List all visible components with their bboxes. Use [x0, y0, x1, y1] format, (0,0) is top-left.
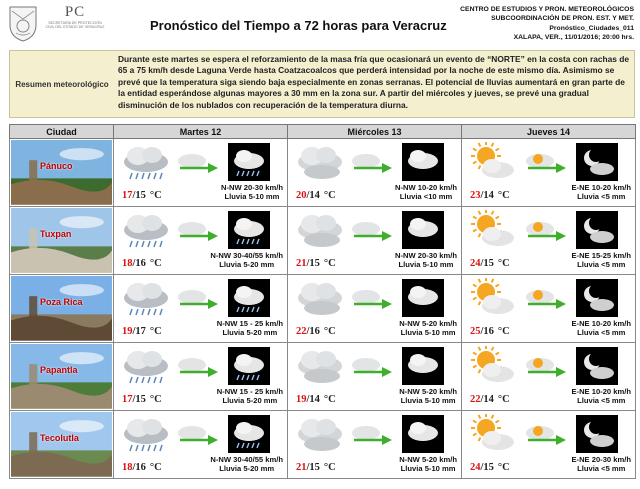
wind-text: N-NW 5-20 km/h [399, 455, 457, 464]
night-cloudy-icon [402, 347, 444, 385]
wind-direction-icon [176, 355, 220, 379]
forecast-table [9, 124, 636, 479]
max-temp: 19 [296, 394, 307, 405]
min-temp: 16 [135, 258, 146, 269]
max-temp: 19 [122, 326, 133, 337]
wind-direction-icon [524, 287, 568, 311]
wind-rain-info [210, 251, 283, 269]
temperature [296, 394, 336, 405]
rain-text: Lluvia 5-10 mm [400, 464, 456, 473]
column-header-city: Ciudad [10, 125, 114, 139]
wind-text: N-NW 15 - 25 km/h [216, 387, 283, 396]
forecast-cell [462, 275, 636, 343]
forecast-cell [114, 139, 288, 207]
city-cell [10, 411, 114, 479]
min-temp: 15 [135, 394, 146, 405]
min-temp: 16 [135, 462, 146, 473]
forecast-cell [462, 411, 636, 479]
temp-unit: °C [323, 462, 336, 473]
header [0, 0, 640, 46]
rain-text: Lluvia 5-10 mm [400, 396, 456, 405]
cloudy-icon [292, 142, 348, 182]
wind-direction-icon [524, 423, 568, 447]
temperature [296, 258, 336, 269]
max-temp: 25 [470, 326, 481, 337]
temperature [470, 462, 510, 473]
max-temp: 24 [470, 462, 481, 473]
max-temp: 18 [122, 462, 133, 473]
min-temp: 14 [309, 394, 320, 405]
forecast-cell [114, 275, 288, 343]
temp-separator: / [480, 462, 484, 473]
temperature [296, 190, 336, 201]
rain-text: Lluvia <5 mm [577, 328, 626, 337]
city-photo [11, 344, 112, 409]
cloud-rain-icon [118, 414, 174, 454]
temp-separator: / [480, 394, 484, 405]
cloud-rain-icon [118, 210, 174, 250]
temp-separator: / [306, 326, 310, 337]
table-row [10, 343, 636, 411]
pc-logo-subtitle: SECRETARÍA DE PROTECCIÓN CIVIL DEL ESTADO DE VERACRUZ [45, 21, 105, 29]
forecast-cell [114, 207, 288, 275]
temp-separator: / [132, 326, 136, 337]
forecast-cell [462, 343, 636, 411]
min-temp: 16 [483, 326, 494, 337]
city-name: Tuxpan [40, 229, 72, 239]
sun-cloud-icon [466, 278, 522, 318]
temp-unit: °C [497, 190, 510, 201]
wind-direction-icon [350, 151, 394, 175]
rain-text: Lluvia 5-20 mm [219, 464, 275, 473]
wind-text: N-NW 5-20 km/h [399, 319, 457, 328]
night-cloud-rain-icon [228, 347, 270, 385]
forecast-cell [288, 207, 462, 275]
city-photo [11, 412, 112, 477]
wind-rain-info [571, 251, 631, 269]
column-header-day-2: Miércoles 13 [288, 125, 462, 139]
wind-rain-info [571, 387, 631, 405]
temp-unit: °C [149, 394, 162, 405]
night-cloud-rain-icon [228, 279, 270, 317]
max-temp: 17 [122, 394, 133, 405]
wind-direction-icon [350, 423, 394, 447]
forecast-cell [114, 343, 288, 411]
max-temp: 22 [296, 326, 307, 337]
wind-text: N-NW 30-40/55 km/h [210, 455, 283, 464]
wind-direction-icon [176, 219, 220, 243]
wind-rain-info [395, 251, 457, 269]
city-cell [10, 207, 114, 275]
wind-text: E-NE 20-30 km/h [571, 455, 631, 464]
max-temp: 18 [122, 258, 133, 269]
forecast-cell [114, 411, 288, 479]
pc-logo [44, 4, 106, 29]
night-sun-cloud-icon [576, 143, 618, 181]
max-temp: 20 [296, 190, 307, 201]
temperature [122, 258, 162, 269]
cloud-rain-icon [118, 278, 174, 318]
city-name: Tecolutla [40, 433, 79, 443]
wind-rain-info [571, 455, 631, 473]
cloud-rain-icon [118, 346, 174, 386]
min-temp: 17 [135, 326, 146, 337]
night-cloudy-icon [402, 415, 444, 453]
temp-separator: / [480, 258, 484, 269]
rain-text: Lluvia <10 mm [399, 192, 453, 201]
wind-direction-icon [350, 355, 394, 379]
location-date: XALAPA, VER., 11/01/2016; 20:00 hrs. [513, 34, 634, 42]
cloud-rain-icon [118, 142, 174, 182]
wind-direction-icon [176, 423, 220, 447]
night-cloud-rain-icon [228, 211, 270, 249]
min-temp: 16 [309, 326, 320, 337]
temp-unit: °C [149, 326, 162, 337]
wind-rain-info [399, 319, 457, 337]
max-temp: 22 [470, 394, 481, 405]
max-temp: 21 [296, 258, 307, 269]
forecast-cell [288, 343, 462, 411]
min-temp: 15 [309, 258, 320, 269]
wind-rain-info [399, 387, 457, 405]
city-photo [11, 276, 112, 341]
sun-cloud-icon [466, 142, 522, 182]
temp-unit: °C [149, 258, 162, 269]
cloudy-icon [292, 414, 348, 454]
city-photo [11, 140, 112, 205]
wind-rain-info [221, 183, 283, 201]
forecast-cell [462, 139, 636, 207]
max-temp: 17 [122, 190, 133, 201]
temp-unit: °C [323, 326, 336, 337]
temp-unit: °C [323, 190, 336, 201]
wind-rain-info [210, 455, 283, 473]
min-temp: 15 [309, 462, 320, 473]
city-cell [10, 275, 114, 343]
city-cell [10, 139, 114, 207]
min-temp: 14 [309, 190, 320, 201]
rain-text: Lluvia 5-10 mm [224, 192, 280, 201]
temp-unit: °C [149, 190, 162, 201]
rain-text: Lluvia 5-20 mm [219, 260, 275, 269]
min-temp: 14 [483, 190, 494, 201]
wind-direction-icon [524, 355, 568, 379]
wind-direction-icon [524, 219, 568, 243]
min-temp: 15 [483, 462, 494, 473]
temp-unit: °C [497, 462, 510, 473]
wind-rain-info [217, 319, 283, 337]
wind-direction-icon [350, 287, 394, 311]
wind-text: N-NW 20-30 km/h [220, 183, 283, 192]
max-temp: 21 [296, 462, 307, 473]
temperature [296, 462, 336, 473]
temperature [122, 462, 162, 473]
temperature [470, 258, 510, 269]
night-cloudy-icon [402, 279, 444, 317]
summary-label: Resumen meteorológico [15, 79, 109, 89]
wind-rain-info [217, 387, 283, 405]
min-temp: 15 [135, 190, 146, 201]
rain-text: Lluvia 5-20 mm [222, 396, 278, 405]
rain-text: Lluvia 5-20 mm [222, 328, 278, 337]
min-temp: 14 [483, 394, 494, 405]
column-header-day-1: Martes 12 [114, 125, 288, 139]
rain-text: Lluvia 5-10 mm [398, 260, 454, 269]
max-temp: 24 [470, 258, 481, 269]
night-cloudy-icon [402, 143, 444, 181]
page-title: Pronóstico del Tiempo a 72 horas para Veracruz [150, 18, 447, 33]
summary-text: Durante este martes se espera el reforzamiento de la masa fría que ocasionará un evento de “NORTE” en la costa con rachas de 65 a 75 km/h desde Laguna Verde hasta Coatzacoalcos que perderá intensidad por la noche de este mismo día. Asimismo se prevé que la temperatura siga siendo baja especialmente en zonas serranas. El potencial de lluvias aumentará en gran parte de la entidad esperándose algunas mayores a 30 mm en la zona sur. A partir del miércoles y jueves, se prevé una gradual disminución de los nublados con recuperación de la temperatura diurna. [118, 54, 630, 110]
table-header-row [10, 125, 636, 139]
rain-text: Lluvia <5 mm [577, 396, 626, 405]
city-cell [10, 343, 114, 411]
night-sun-cloud-icon [576, 347, 618, 385]
sun-cloud-icon [466, 210, 522, 250]
temp-separator: / [480, 190, 484, 201]
night-cloudy-icon [402, 211, 444, 249]
temperature [122, 326, 162, 337]
state-coat-of-arms-logo [4, 3, 42, 43]
wind-text: N-NW 10-20 km/h [394, 183, 457, 192]
temp-separator: / [306, 190, 310, 201]
table-row [10, 275, 636, 343]
temp-unit: °C [323, 394, 336, 405]
org-line-1: CENTRO DE ESTUDIOS Y PRON. METEOROLÓGICOS [460, 6, 634, 13]
wind-direction-icon [524, 151, 568, 175]
forecast-cell [288, 275, 462, 343]
temp-separator: / [306, 462, 310, 473]
temp-unit: °C [149, 462, 162, 473]
summary-box [9, 50, 635, 118]
temp-separator: / [480, 326, 484, 337]
wind-direction-icon [176, 287, 220, 311]
column-header-day-3: Jueves 14 [462, 125, 636, 139]
city-name: Pánuco [40, 161, 73, 171]
rain-text: Lluvia 5-10 mm [400, 328, 456, 337]
temperature [470, 326, 510, 337]
wind-rain-info [399, 455, 457, 473]
file-name: Pronóstico_Ciudades_011 [549, 24, 634, 32]
table-row [10, 139, 636, 207]
forecast-cell [288, 411, 462, 479]
temp-unit: °C [497, 326, 510, 337]
issuer-info [460, 5, 634, 43]
night-cloud-rain-icon [228, 143, 270, 181]
wind-rain-info [395, 183, 457, 201]
temp-separator: / [306, 258, 310, 269]
rain-text: Lluvia <5 mm [577, 464, 626, 473]
table-row [10, 207, 636, 275]
wind-text: N-NW 15 - 25 km/h [216, 319, 283, 328]
temperature [122, 394, 162, 405]
temp-unit: °C [497, 258, 510, 269]
night-sun-cloud-icon [576, 415, 618, 453]
max-temp: 23 [470, 190, 481, 201]
temperature [470, 190, 510, 201]
wind-text: E-NE 10-20 km/h [571, 319, 631, 328]
wind-text: N-NW 5-20 km/h [399, 387, 457, 396]
sun-cloud-icon [466, 414, 522, 454]
temp-unit: °C [497, 394, 510, 405]
rain-text: Lluvia <5 mm [577, 260, 626, 269]
org-line-2: SUBCOORDINACIÓN DE PRON. EST. Y MET. [491, 15, 634, 23]
night-sun-cloud-icon [576, 279, 618, 317]
wind-rain-info [571, 319, 631, 337]
wind-direction-icon [176, 151, 220, 175]
city-name: Poza Rica [40, 297, 83, 307]
wind-text: N-NW 20-30 km/h [394, 251, 457, 260]
temp-unit: °C [323, 258, 336, 269]
night-sun-cloud-icon [576, 211, 618, 249]
wind-text: E-NE 10-20 km/h [571, 183, 631, 192]
city-name: Papantla [40, 365, 78, 375]
forecast-cell [462, 207, 636, 275]
sun-cloud-icon [466, 346, 522, 386]
temp-separator: / [306, 394, 310, 405]
rain-text: Lluvia <5 mm [577, 192, 626, 201]
cloudy-icon [292, 346, 348, 386]
night-cloud-rain-icon [228, 415, 270, 453]
temp-separator: / [132, 258, 136, 269]
wind-text: N-NW 30-40/55 km/h [210, 251, 283, 260]
temp-separator: / [132, 190, 136, 201]
temp-separator: / [132, 462, 136, 473]
forecast-cell [288, 139, 462, 207]
min-temp: 15 [483, 258, 494, 269]
temperature [122, 190, 162, 201]
temperature [470, 394, 510, 405]
temperature [296, 326, 336, 337]
wind-rain-info [571, 183, 631, 201]
pc-logo-text: PC [64, 4, 86, 20]
wind-text: E-NE 15-25 km/h [571, 251, 631, 260]
wind-direction-icon [350, 219, 394, 243]
cloudy-icon [292, 210, 348, 250]
city-photo [11, 208, 112, 273]
cloudy-icon [292, 278, 348, 318]
temp-separator: / [132, 394, 136, 405]
table-row [10, 411, 636, 479]
wind-text: E-NE 10-20 km/h [571, 387, 631, 396]
